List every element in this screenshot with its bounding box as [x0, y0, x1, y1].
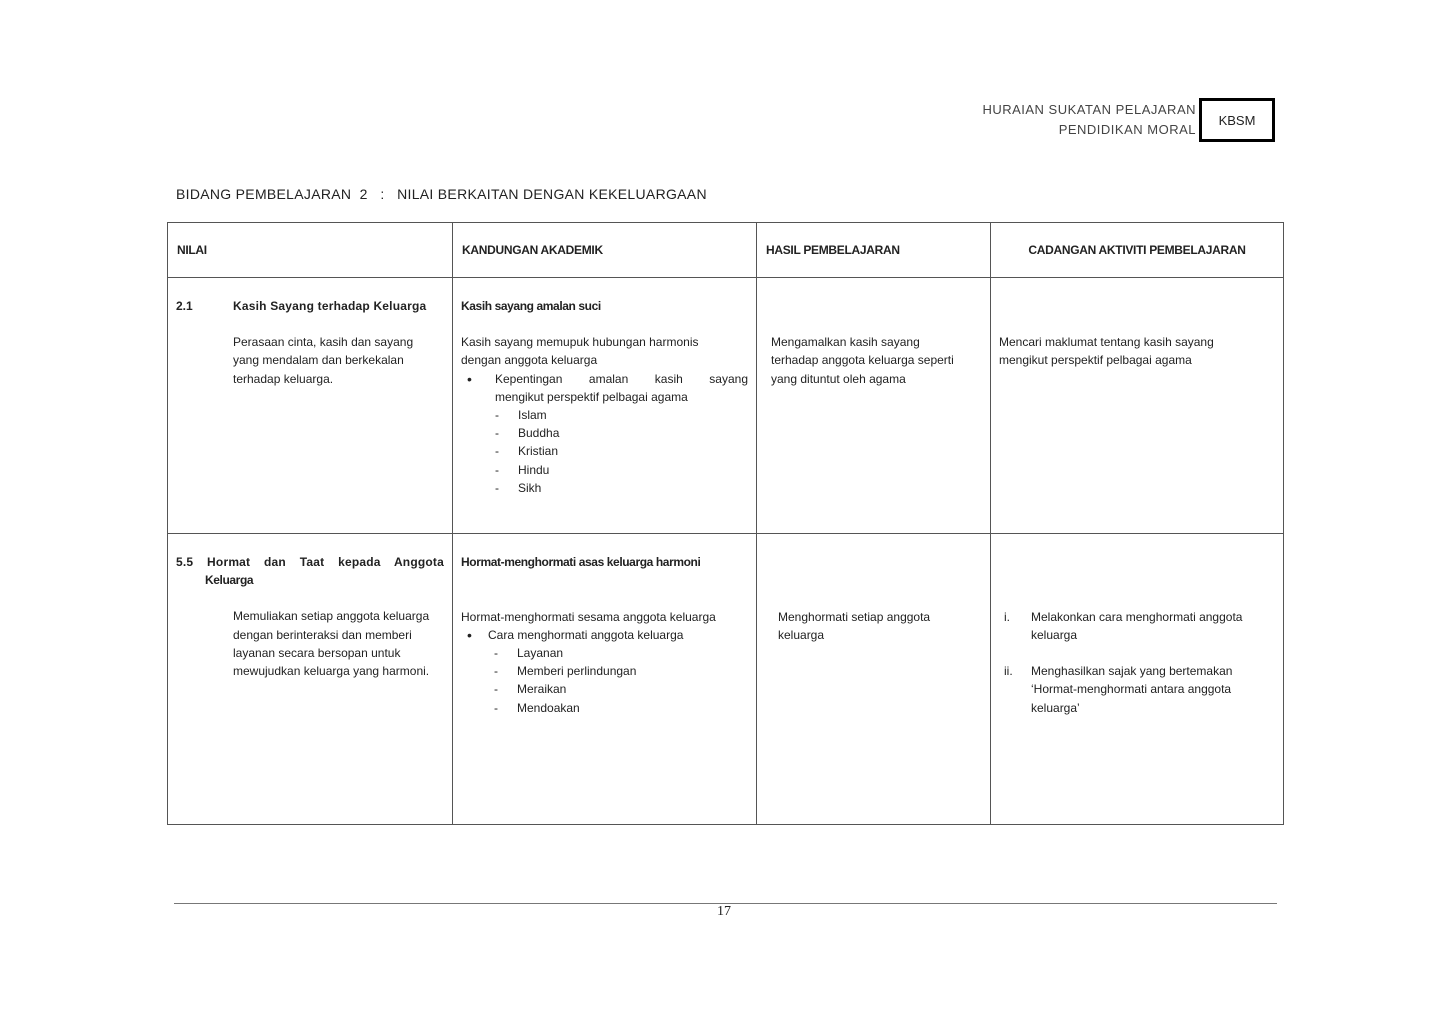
list-item: i. Melakonkan cara menghormati anggota keluarga — [1004, 609, 1243, 642]
row1-bullet-list — [461, 370, 748, 497]
row1-description: Perasaan cinta, kasih dan sayang yang mendalam dan berkekalan terhadap keluarga. — [233, 335, 414, 386]
table-header-row — [168, 223, 1284, 278]
table-row — [168, 534, 1284, 825]
row1-kandungan — [453, 278, 757, 534]
row1-number: 2.1 — [176, 299, 193, 313]
row2-kandungan-title: Hormat-menghormati asas keluarga harmoni — [461, 555, 701, 569]
row2-description: Memuliakan setiap anggota keluarga dengan berinteraksi dan memberi layanan secara bersopan untuk mewujudkan keluarga yang harmoni. — [233, 609, 430, 679]
row2-bullet-list — [461, 626, 748, 717]
row2-aktiviti — [991, 534, 1284, 825]
table-row — [168, 278, 1284, 534]
list-item: - Meraikan — [494, 680, 748, 698]
list-item: - Hindu — [495, 461, 748, 479]
document-header — [900, 100, 1196, 140]
list-item: • Kepentingan amalan kasih sayang mengikut perspektif pelbagai agama - Islam - Buddha - Kristian - Hindu - Sikh — [461, 370, 748, 497]
list-item: - Buddha — [495, 424, 748, 442]
row1-aktiviti: Mencari maklumat tentang kasih sayang mengikut perspektif pelbagai agama — [991, 278, 1284, 534]
bidang-heading: BIDANG PEMBELAJARAN 2 : NILAI BERKAITAN DENGAN KEKELUARGAAN — [176, 186, 707, 202]
list-item: - Mendoakan — [494, 699, 748, 717]
header-nilai: NILAI — [168, 223, 453, 278]
list-item: - Sikh — [495, 479, 748, 497]
header-line-2: PENDIDIKAN MORAL — [1058, 122, 1196, 137]
header-line-1: HURAIAN SUKATAN PELAJARAN — [982, 102, 1196, 117]
row1-nilai — [168, 278, 453, 534]
row1-kandungan-intro: Kasih sayang memupuk hubungan harmonis dengan anggota keluarga — [461, 335, 699, 368]
row1-religion-list — [495, 406, 748, 497]
list-item: - Kristian — [495, 442, 748, 460]
row2-activity-list — [1004, 608, 1275, 717]
header-kandungan: KANDUNGAN AKADEMIK — [453, 223, 757, 278]
syllabus-table — [167, 222, 1284, 825]
row1-hasil: Mengamalkan kasih sayang terhadap anggota keluarga seperti yang dituntut oleh agama — [757, 278, 991, 534]
row2-title-line2: Keluarga — [205, 573, 254, 588]
row2-nilai — [168, 534, 453, 825]
list-item: • Cara menghormati anggota keluarga - Layanan - Memberi perlindungan - Meraikan - Mendoakan — [461, 626, 748, 717]
row2-kandungan — [453, 534, 757, 825]
kbsm-badge: KBSM — [1199, 98, 1275, 142]
row1-kandungan-title: Kasih sayang amalan suci — [461, 299, 601, 313]
header-hasil: HASIL PEMBELAJARAN — [757, 223, 991, 278]
list-item: - Memberi perlindungan — [494, 662, 748, 680]
list-item: ii. Menghasilkan sajak yang bertemakan ‘Hormat-menghormati antara anggota keluarga’ — [1004, 664, 1233, 715]
page-number: 17 — [717, 904, 731, 919]
row1-title: Kasih Sayang terhadap Keluarga — [233, 299, 427, 313]
row2-kandungan-intro: Hormat-menghormati sesama anggota keluarga — [461, 609, 716, 624]
list-item: - Layanan — [494, 644, 748, 662]
list-item: - Islam — [495, 406, 748, 424]
row2-title-line1: 5.5 Hormat dan Taat kepada Anggota — [176, 555, 444, 569]
row2-hasil: Menghormati setiap anggota keluarga — [757, 534, 991, 825]
header-aktiviti: CADANGAN AKTIVITI PEMBELAJARAN — [991, 223, 1284, 278]
row2-method-list — [488, 644, 748, 717]
